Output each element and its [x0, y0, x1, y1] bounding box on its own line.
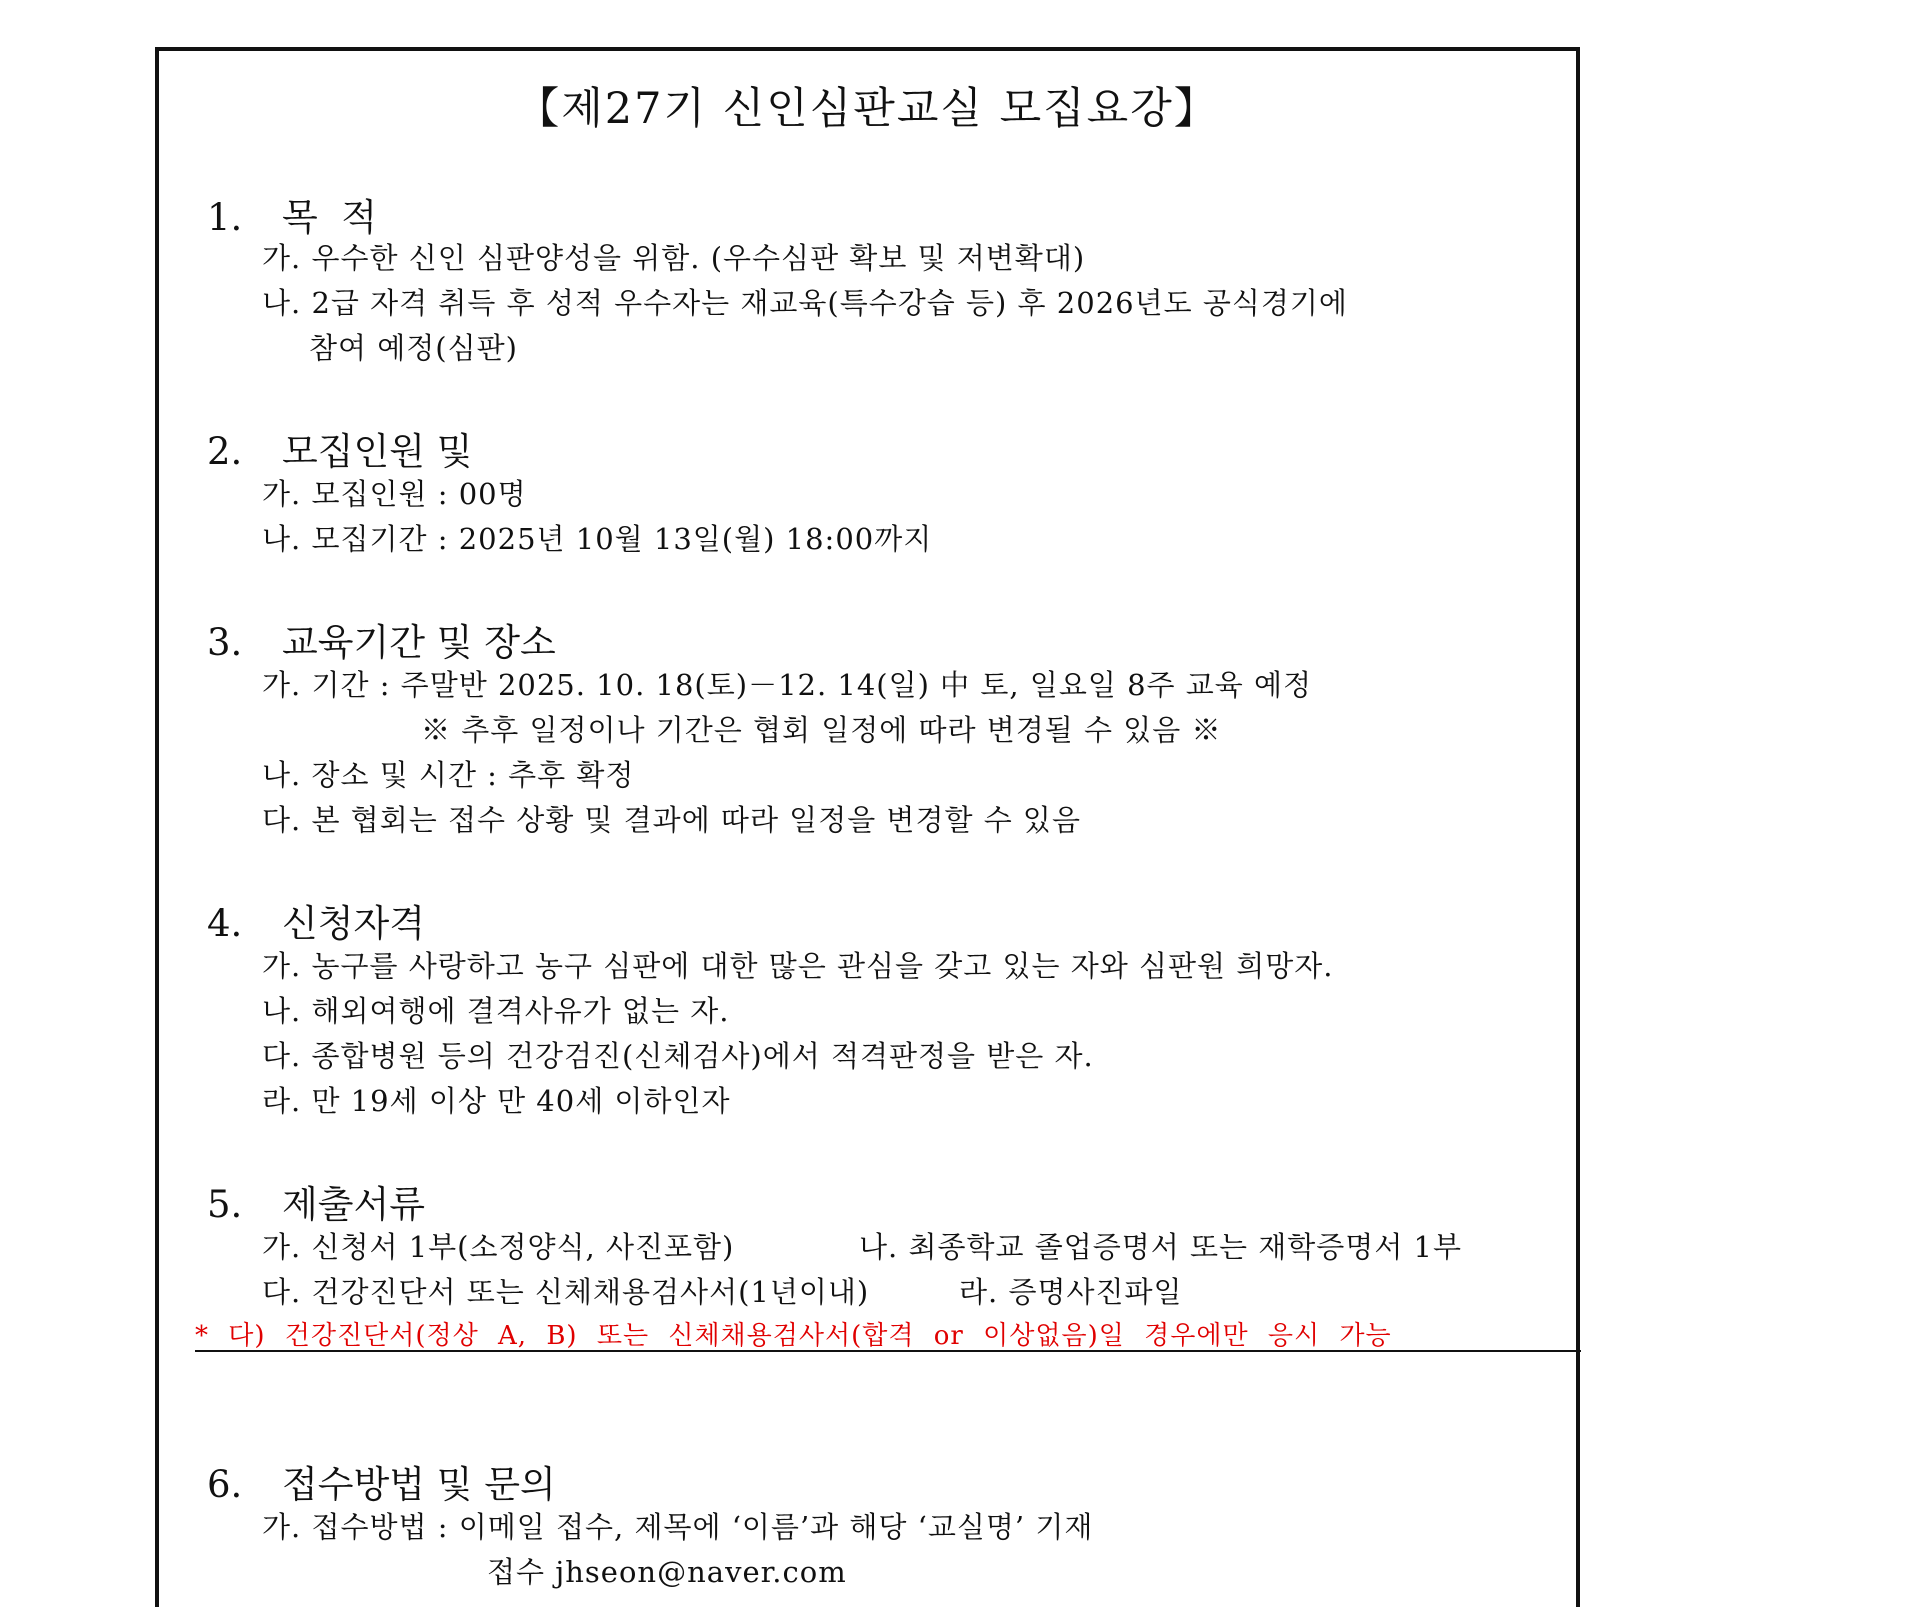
- section-5-number: 5.: [207, 1183, 243, 1226]
- section-3-notice: ※ 추후 일정이나 기간은 협회 일정에 따라 변경될 수 있음 ※: [421, 713, 1222, 747]
- section-4-line-3: 다. 종합병원 등의 건강검진(신체검사)에서 적격판정을 받은 자.: [262, 1039, 1094, 1073]
- section-1-line-3: 참여 예정(심판): [309, 331, 518, 365]
- section-6-title: 접수방법 및 문의: [282, 1463, 556, 1506]
- section-6-number: 6.: [207, 1463, 243, 1506]
- section-5-item-2: 나. 최종학교 졸업증명서 또는 재학증명서 1부: [859, 1230, 1463, 1264]
- section-4-line-2: 나. 해외여행에 결격사유가 없는 자.: [262, 994, 730, 1028]
- section-6-line-2: 접수 jhseon@naver.com: [487, 1555, 847, 1589]
- section-4-number: 4.: [207, 902, 243, 945]
- section-1-heading: [207, 187, 377, 241]
- section-3-number: 3.: [207, 621, 243, 664]
- section-3-title: 교육기간 및 장소: [282, 621, 556, 664]
- section-5-item-1: 가. 신청서 1부(소정양식, 사진포함): [262, 1230, 735, 1264]
- section-2-line-1: 가. 모집인원 : 00명: [262, 477, 527, 511]
- section-3-heading: [207, 612, 556, 666]
- section-1-title: 목 적: [282, 196, 378, 239]
- section-6-heading: [207, 1454, 556, 1508]
- section-5-item-4: 라. 증명사진파일: [959, 1275, 1183, 1309]
- section-6-line-1: 가. 접수방법 : 이메일 접수, 제목에 ‘이름’과 해당 ‘교실명’ 기재: [262, 1510, 1094, 1544]
- section-4-line-4: 라. 만 19세 이상 만 40세 이하인자: [262, 1084, 731, 1118]
- section-5-title: 제출서류: [282, 1183, 425, 1226]
- document-page: [155, 47, 1580, 1607]
- section-1-number: 1.: [207, 196, 243, 239]
- section-3-line-2: 나. 장소 및 시간 : 추후 확정: [262, 758, 635, 792]
- section-5-item-3: 다. 건강진단서 또는 신체채용검사서(1년이내): [262, 1275, 870, 1309]
- section-5-heading: [207, 1174, 425, 1228]
- section-2-line-2: 나. 모집기간 : 2025년 10월 13일(월) 18:00까지: [262, 522, 933, 556]
- section-4-line-1: 가. 농구를 사랑하고 농구 심판에 대한 많은 관심을 갖고 있는 자와 심판원 희망자.: [262, 949, 1334, 983]
- section-1-line-1: 가. 우수한 신인 심판양성을 위함. (우수심판 확보 및 저변확대): [262, 241, 1086, 275]
- section-2-heading: [207, 421, 472, 475]
- section-4-title: 신청자격: [282, 902, 425, 945]
- section-2-title: 모집인원 및: [282, 430, 473, 473]
- section-4-heading: [207, 893, 425, 947]
- red-note-underline: [195, 1350, 1581, 1352]
- document-title: 【제27기 신인심판교실 모집요강】: [516, 84, 1219, 134]
- section-5-red-note: * 다) 건강진단서(정상 A, B) 또는 신체채용검사서(합격 or 이상없음)일 경우에만 응시 가능: [195, 1321, 1392, 1351]
- section-3-line-3: 다. 본 협회는 접수 상황 및 결과에 따라 일정을 변경할 수 있음: [262, 803, 1081, 837]
- section-1-line-2: 나. 2급 자격 취득 후 성적 우수자는 재교육(특수강습 등) 후 2026년도 공식경기에: [262, 286, 1348, 320]
- section-3-line-1: 가. 기간 : 주말반 2025. 10. 18(토)－12. 14(일) 中 토, 일요일 8주 교육 예정: [262, 668, 1313, 702]
- section-2-number: 2.: [207, 430, 243, 473]
